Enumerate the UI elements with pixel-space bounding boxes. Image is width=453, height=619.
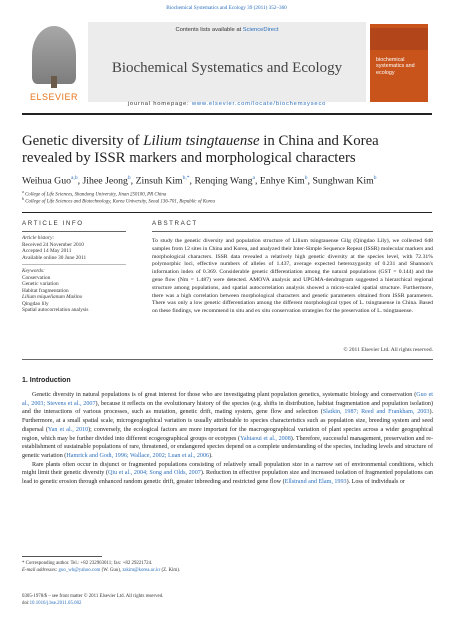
abstract-bottom-rule: [22, 359, 433, 360]
homepage-link[interactable]: www.elsevier.com/locate/biochemsyseco: [191, 101, 327, 107]
section-heading: 1. Introduction: [22, 377, 71, 384]
abstract-rule: [152, 231, 433, 232]
email-prefix: E-mail addresses:: [22, 567, 59, 573]
citation-link[interactable]: Ellstrand and Elam, 1993: [284, 479, 347, 486]
citation-link[interactable]: Hamrick and Godt, 1996; Wallace, 2002; Luan et al., 2006: [66, 452, 210, 459]
sciencedirect-link[interactable]: ScienceDirect: [242, 27, 279, 33]
journal-cover-thumbnail[interactable]: [370, 24, 428, 102]
citation-link[interactable]: Guo et al., 2003; Stevens et al., 2007: [22, 392, 433, 407]
front-matter: [22, 594, 322, 607]
title-rule: [22, 212, 432, 213]
header-rule: [22, 113, 432, 115]
article-history: [22, 235, 122, 261]
author-name[interactable]: Jihee Jeong: [82, 175, 128, 187]
affiliation-sup: a: [22, 189, 24, 194]
publisher-logo-text: ELSEVIER: [29, 92, 79, 102]
history-item: Accepted 14 May 2011: [22, 248, 72, 254]
title-part2: in China and Korea revealed by ISSR markers and morphological characters: [22, 133, 379, 166]
author-name[interactable]: Renqing Wang: [194, 175, 253, 187]
history-item: Received 24 November 2010: [22, 241, 84, 248]
author-list: Weihua Guo$^{a,b}$, Jihee Jeong$^b$, Zinsuh Kim$^{b,*}$, Renqing Wang$^a$, Enhye Kim$^b$, Sunghwan Kim$^b$: [22, 175, 377, 187]
paragraph-text: ), because it reflects on the evolutionary history of the species (e.g. shifts in distribution, habitat fragmentation and population isolation) and the interactions of various processes, such as mutation, genetic drift, mating system, gene flow and selection (: [22, 400, 433, 416]
citation-link[interactable]: Slatkin, 1987; Reed and Frankham, 2003: [322, 409, 430, 416]
doi-link[interactable]: 10.1016/j.bse.2011.05.002: [29, 600, 82, 606]
email-owner: (W. Guo),: [100, 567, 123, 573]
corresponding-author: * Corresponding author. Tel.: +82 232903011; fax: +82 29221724.: [22, 561, 153, 566]
keywords-rule: [22, 264, 126, 265]
email-link[interactable]: guo_wh@yahoo.com: [58, 567, 101, 573]
paragraph-text: ); conversely, the ecological factors are more important for the macrogeographical variation of plant species across a wider geographical region, which may be further divided into different ecogeographical groups or ecotypes (: [22, 426, 433, 442]
author-name[interactable]: Weihua Guo: [22, 175, 71, 187]
keyword[interactable]: Spatial autocorrelation analysis: [22, 307, 89, 313]
paragraph-text: ).: [209, 452, 213, 459]
tree-trunk-icon: [51, 76, 57, 88]
author-sup[interactable]: a,b: [71, 175, 78, 181]
abstract-copyright: © 2011 Elsevier Ltd. All rights reserved.: [343, 347, 433, 353]
article-info-rule: [22, 231, 126, 232]
paragraph-text: ). Furthermore, at a small spatial scale, microgeographical variation is usually attributable to species characteristics such as population size, breeding system and seed dispersal (: [22, 409, 433, 433]
introduction-body: [22, 391, 433, 487]
author-name[interactable]: Zinsuh Kim: [135, 175, 183, 187]
paragraph-text: Rare plants often occur in disjunct or fragmented populations consisting of relatively small population size in a narrow set of environmental conditions, which might limit their genetic diversity (: [22, 461, 433, 477]
affiliation: [22, 192, 442, 206]
affiliation-text: College of Life Sciences, Shandong University, Jinan 250100, PR China: [25, 192, 167, 198]
keyword[interactable]: Qingdao lily: [22, 300, 49, 307]
paragraph: [22, 391, 433, 461]
doi-prefix: doi:: [22, 600, 30, 606]
contents-line: [88, 27, 366, 33]
footnote-rule: [22, 556, 102, 557]
article-title: [22, 133, 432, 167]
abstract-text: To study the genetic diversity and population structure of Lilium tsingtauense Gilg (Qingdao Lily), we collected 648 samples from 12 sites in China and Korea, and analyzed their Inter-Simple Sequence Repeat (ISSR) molecular markers and morphological characters. ISSR data revealed a relatively high genetic diversity at the species level, with 72.31% polymorphic loci, effective numbers of alleles of 1.437, average expected heterozygosity of 0.231 and Shannon's information index of 0.369. Considerable genetic differentiation among the natural populations (GST = 0.144) and the gene flow (Nm = 1.487) were detected. AMOVA analysis and UPGMA-dendrogram suggested a hierarchical regional structure among populations, and spatial autocorrelation analysis showed a micro-scaled spatial structure. Furthermore, there was a high correlation between morphological characters and genetic parameters obtained from ISSR parameters. There was only a low genetic differentiation among the different morphological types of L. tsingtauense in China. Based on these findings, we recommend in situ and ex situ conservation strategies for the preservation of L. tsingtauense.: [152, 238, 434, 315]
author-sup[interactable]: b,*: [182, 175, 190, 181]
citation-link[interactable]: Yan et al., 2010: [47, 426, 89, 433]
keywords: [22, 268, 122, 314]
running-head: Biochemical Systematics and Ecology 39 (2011) 352–360: [166, 5, 287, 11]
cover-text: biochemical systematics and ecology: [376, 57, 415, 76]
email-owner: (Z. Kim).: [160, 567, 181, 573]
email-link[interactable]: zskim@korea.ac.kr: [122, 567, 161, 573]
paragraph-text: ). Reduction in effective population size and increased isolation of fragmented populations can lead to genetic erosion through enhanced random genetic drift, greater inbreeding and restricted gene flow (: [22, 470, 433, 486]
cover-stripe: [370, 28, 428, 50]
keyword[interactable]: Lilium miquelianum Makino: [22, 294, 83, 300]
citation-link[interactable]: Yahiaoui et al., 2008: [240, 435, 291, 442]
paragraph: [22, 461, 433, 487]
keyword[interactable]: Conservation: [22, 274, 51, 281]
homepage-prefix: journal homepage:: [127, 101, 192, 107]
history-label: Article history:: [22, 235, 55, 241]
citation-link[interactable]: Qiu et al., 2004; Song and Olds, 2007: [108, 470, 201, 477]
history-item: Available online 30 June 2011: [22, 254, 87, 261]
affiliation-text: College of Life Sciences and Biotechnology, Korea University, Seoul 136-701, Republic of Korea: [25, 199, 215, 205]
keyword[interactable]: Habitat fragmentation: [22, 287, 69, 294]
title-part1: Genetic diversity of: [22, 133, 144, 149]
contents-prefix: Contents lists available at: [175, 27, 243, 33]
paragraph-text: ). Therefore, successful management, preservation and re-establishment of sustainable populations of rare, threatened, or endangered species depend on a complete understanding of the species, including levels and structure of genetic variation (: [22, 435, 433, 459]
author-sup[interactable]: a: [252, 175, 255, 181]
paragraph-text: ). Loss of individuals or: [346, 479, 405, 486]
author-sup[interactable]: b: [373, 175, 377, 181]
elsevier-logo[interactable]: [24, 22, 84, 104]
author-name[interactable]: Enhye Kim: [259, 175, 305, 187]
author-name[interactable]: Sunghwan Kim: [312, 175, 374, 187]
title-species: Lilium tsingtauense: [143, 133, 260, 149]
footnote: [22, 561, 433, 574]
keyword[interactable]: Genetic variation: [22, 281, 59, 287]
paragraph-text: Genetic diversity in natural populations is of great interest for those who are investigating plant population genetics, systematic biology and conservation (: [32, 392, 417, 398]
keywords-label: Keywords:: [22, 268, 45, 274]
article-info-heading: ARTICLE INFO: [22, 220, 84, 227]
journal-homepage: [88, 101, 366, 107]
author-sup[interactable]: b: [304, 175, 308, 181]
affiliation-sup: b: [22, 196, 24, 201]
author-sup[interactable]: b: [127, 175, 131, 181]
journal-title: Biochemical Systematics and Ecology: [111, 60, 343, 76]
abstract-heading: ABSTRACT: [152, 220, 198, 227]
issn-line: 0305-1978/$ – see front matter © 2011 Elsevier Ltd. All rights reserved.: [22, 594, 164, 599]
